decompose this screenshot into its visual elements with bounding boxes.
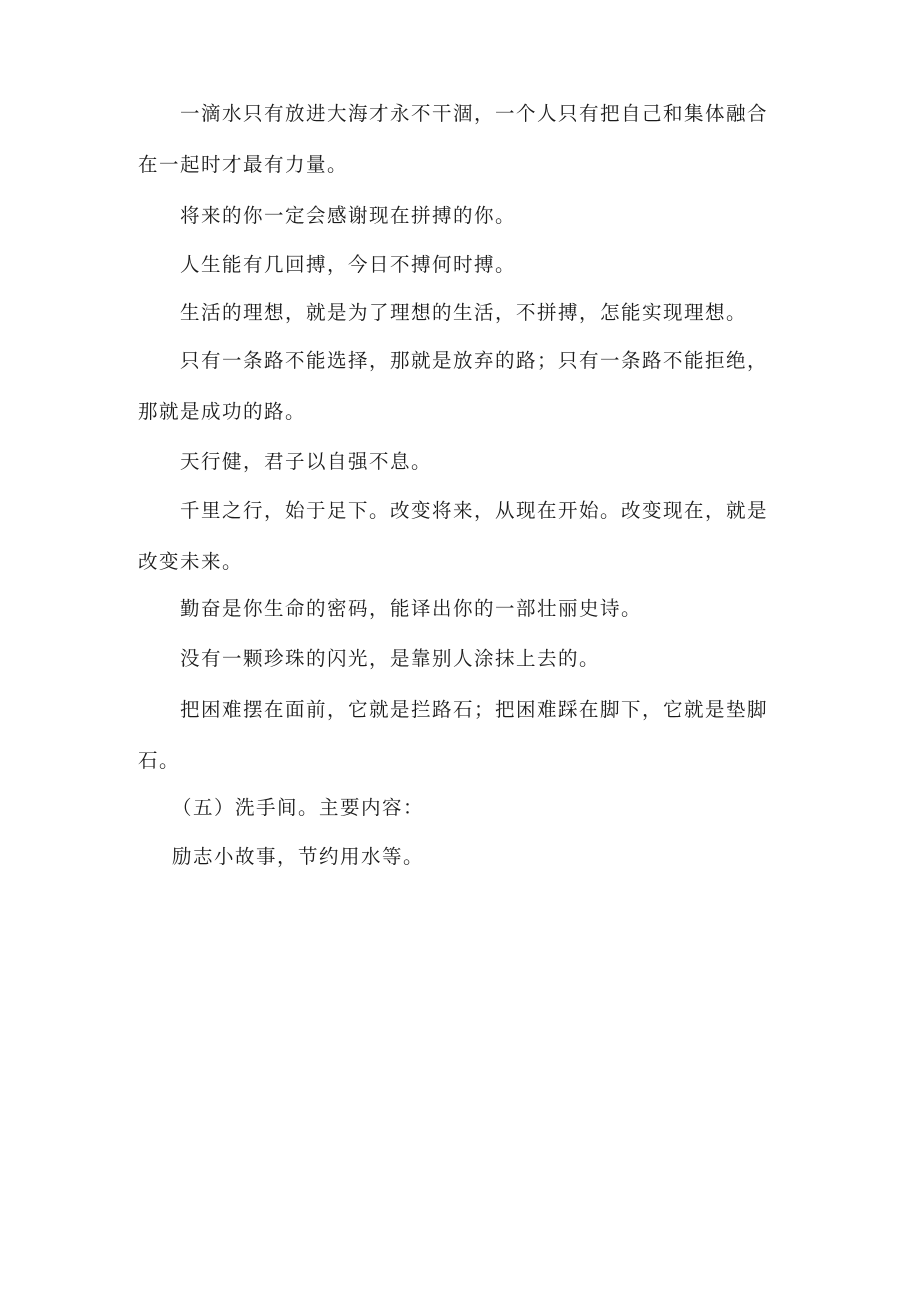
paragraph-9: 没有一颗珍珠的闪光，是靠别人涂抹上去的。: [180, 647, 601, 670]
paragraph-5: 只有一条路不能选择，那就是放弃的路；只有一条路不能拒绝，那就是成功的路。: [138, 349, 769, 423]
paragraph-8: 勤奋是你生命的密码，能译出你的一部壮丽史诗。: [180, 597, 643, 620]
paragraph-7: 千里之行，始于足下。改变将来，从现在开始。改变现在，就是改变未来。: [138, 499, 769, 573]
section-body: 励志小故事，节约用水等。: [172, 845, 425, 868]
paragraph-4: 生活的理想，就是为了理想的生活，不拼搏，怎能实现理想。: [180, 301, 748, 324]
paragraph-10: 把困难摆在面前，它就是拦路石；把困难踩在脚下，它就是垫脚石。: [138, 698, 769, 772]
paragraph-2: 将来的你一定会感谢现在拼搏的你。: [180, 204, 517, 227]
section-heading: （五）洗手间。主要内容：: [172, 796, 425, 819]
paragraph-1: 一滴水只有放进大海才永不干涸，一个人只有把自己和集体融合在一起时才最有力量。: [138, 102, 769, 176]
paragraph-3: 人生能有几回搏，今日不搏何时搏。: [180, 253, 517, 276]
paragraph-6: 天行健，君子以自强不息。: [180, 450, 433, 473]
